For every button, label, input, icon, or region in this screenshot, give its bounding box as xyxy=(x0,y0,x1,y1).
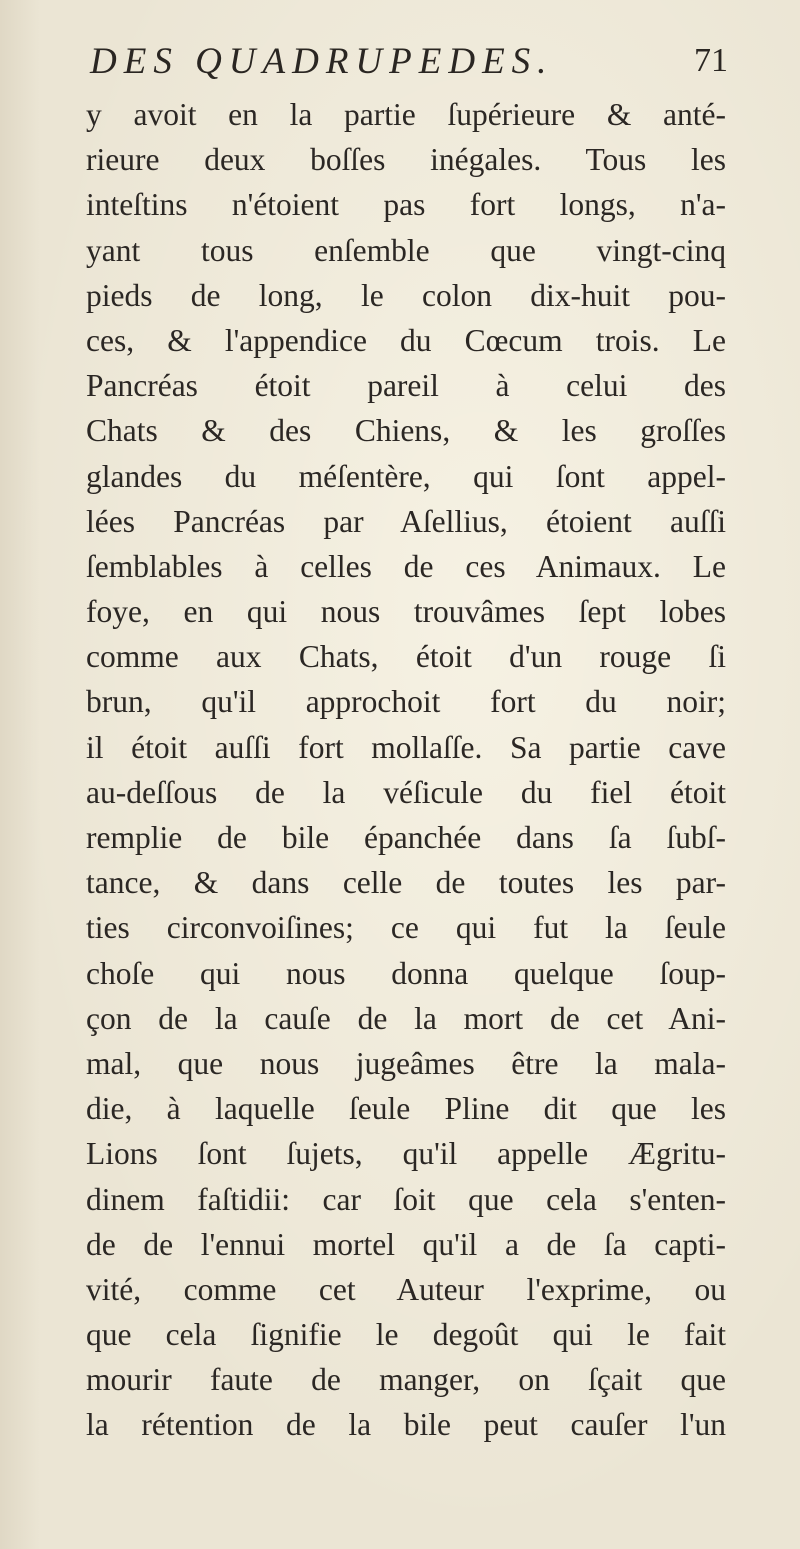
text-line: vité, comme cet Auteur l'exprime, ou xyxy=(86,1271,726,1307)
text-line: la rétention de la bile peut cauſer l'un xyxy=(86,1407,726,1443)
text-line: que cela ſignifie le degoût qui le fait xyxy=(86,1317,726,1353)
text-line: glandes du méſentère, qui ſont appel- xyxy=(86,458,726,494)
text-line: mourir faute de manger, on ſçait que xyxy=(86,1362,726,1398)
text-line: çon de la cauſe de la mort de cet Ani- xyxy=(86,1000,726,1036)
text-line: rieure deux boſſes inégales. Tous les xyxy=(86,142,726,178)
text-line: inteſtins n'étoient pas fort longs, n'a- xyxy=(86,187,726,223)
text-line: ſemblables à celles de ces Animaux. Le xyxy=(86,548,726,584)
text-line: remplie de bile épanchée dans ſa ſubſ- xyxy=(86,820,726,855)
page-header xyxy=(90,40,730,88)
text-line: lées Pancréas par Aſellius, étoient auſſi xyxy=(86,503,726,539)
text-line: Lions ſont ſujets, qu'il appelle Ægritu- xyxy=(86,1136,726,1172)
text-line: Pancréas étoit pareil à celui des xyxy=(86,368,726,404)
text-line: de de l'ennui mortel qu'il a de ſa capti- xyxy=(86,1226,726,1262)
text-line: il étoit auſſi fort mollaſſe. Sa partie cave xyxy=(86,729,726,765)
text-line: dinem faſtidii: car ſoit que cela s'enten- xyxy=(86,1181,726,1217)
text-line: brun, qu'il approchoit fort du noir; xyxy=(86,684,726,720)
text-line: ties circonvoiſines; ce qui fut la ſeule xyxy=(86,910,726,946)
running-title: DES QUADRUPEDES. xyxy=(90,41,554,82)
text-line: comme aux Chats, étoit d'un rouge ſi xyxy=(86,639,726,675)
text-line: y avoit en la partie ſupérieure & anté- xyxy=(86,97,726,132)
text-line: au-deſſous de la véſicule du fiel étoit xyxy=(86,774,726,810)
text-line: choſe qui nous donna quelque ſoup- xyxy=(86,955,726,991)
text-line: tance, & dans celle de toutes les par- xyxy=(86,865,726,901)
text-line: die, à laquelle ſeule Pline dit que les xyxy=(86,1091,726,1127)
body-text xyxy=(86,92,726,1448)
text-line: mal, que nous jugeâmes être la mala- xyxy=(86,1045,726,1081)
text-line: pieds de long, le colon dix-huit pou- xyxy=(86,277,726,313)
text-line: yant tous enſemble que vingt-cinq xyxy=(86,232,726,268)
text-line: foye, en qui nous trouvâmes ſept lobes xyxy=(86,594,726,630)
text-line: ces, & l'appendice du Cœcum trois. Le xyxy=(86,322,726,358)
text-line: Chats & des Chiens, & les groſſes xyxy=(86,413,726,449)
page-number: 71 xyxy=(694,42,728,79)
